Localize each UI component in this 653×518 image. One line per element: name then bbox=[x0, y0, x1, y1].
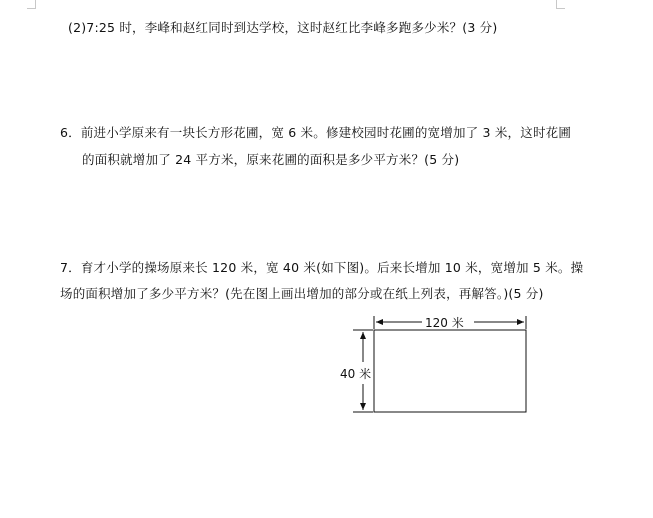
question-7-line-1: 7．育才小学的操场原来长 120 米，宽 40 米(如下图)。后来长增加 10 米，宽增加 5 米。操 bbox=[60, 260, 584, 275]
question-7-line-2: 场的面积增加了多少平方米？(先在图上画出增加的部分或在纸上列表，再解答。)(5 分) bbox=[60, 286, 544, 301]
question-6-line-2: 的面积就增加了 24 平方米，原来花圃的面积是多少平方米？(5 分) bbox=[82, 152, 460, 167]
playground-rectangle bbox=[374, 330, 526, 412]
question-5-part-2: (2)7:25 时，李峰和赵红同时到达学校，这时赵红比李峰多跑多少米？(3 分) bbox=[68, 20, 498, 35]
width-label: 40 米 bbox=[340, 367, 372, 381]
question-6-line-1: 6．前进小学原来有一块长方形花圃，宽 6 米。修建校园时花圃的宽增加了 3 米，这时花圃 bbox=[60, 125, 572, 140]
length-label: 120 米 bbox=[425, 316, 464, 330]
